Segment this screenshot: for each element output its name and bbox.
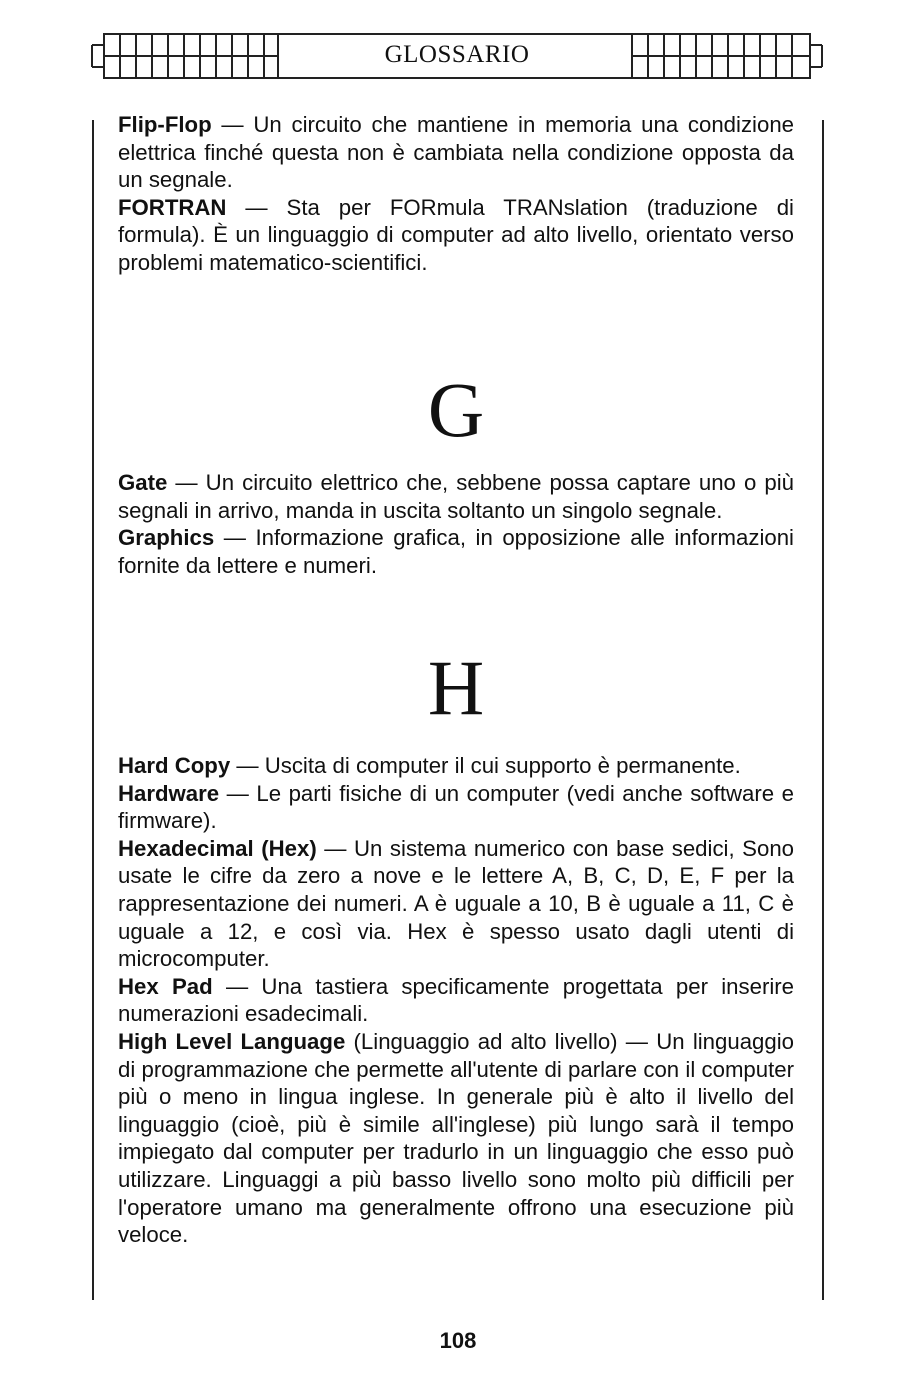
entry-term: FORTRAN: [118, 194, 227, 220]
section-f: [118, 111, 794, 277]
entry-definition: — Un circuito elettrico che, sebbene possa captare uno o più segnali in arrivo, manda in uscita soltanto un singolo segnale.: [118, 470, 794, 523]
page-number: 108: [439, 1328, 477, 1353]
left-margin-rule: [92, 120, 94, 1300]
glossary-entry-hard-copy: [118, 752, 794, 780]
entry-term: Hardware: [118, 780, 220, 806]
page-header: [0, 0, 916, 100]
section-letter-h: H: [427, 644, 485, 731]
right-margin-rule: [822, 120, 824, 1300]
entry-term: Hex Pad: [118, 973, 213, 999]
entry-term: Hexadecimal (Hex): [118, 835, 317, 861]
glossary-entry-hexadecimal: [118, 835, 794, 973]
header-title: GLOSSARIO: [384, 41, 530, 68]
section-h: [118, 752, 794, 1249]
section-letter-g: G: [427, 366, 485, 453]
entry-definition: — Uscita di computer il cui supporto è permanente.: [230, 753, 741, 778]
entry-definition: — Le parti fisiche di un computer (vedi anche software e firmware).: [118, 780, 794, 834]
glossary-entry-high-level-language: [118, 1028, 794, 1249]
glossary-entry-hardware: [118, 780, 794, 835]
entry-definition: — Una tastiera specificamente progettata per inserire numerazioni esadecimali.: [118, 973, 794, 1027]
glossary-entry-flip-flop: [118, 111, 794, 194]
entry-definition: (Linguaggio ad alto livello) — Un linguaggio di programmazione che permette all'utente di parlare con il computer più o meno in lingua inglese. In generale più è alto il livello del linguaggio (cioè, più è simile all'inglese) più lungo sarà il tempo impiegato dal computer per tradurlo in un linguaggio che esso può utilizzare. Linguaggi a più basso livello sono molto più difficili per l'operatore umano ma generalmente offrono una esecuzione più veloce.: [118, 1028, 794, 1248]
entry-term: Gate: [118, 470, 168, 495]
glossary-entry-fortran: [118, 194, 794, 277]
entry-definition: — Sta per FORmula TRANslation (traduzione di formula). È un linguaggio di computer ad alto livello, orientato verso problemi matematico-scientifici.: [118, 194, 794, 275]
entry-term: Graphics: [118, 525, 215, 551]
section-g: [118, 469, 794, 579]
entry-definition: — Un circuito che mantiene in memoria una condizione elettrica finché questa non è cambiata nella condizione opposta da un segnale.: [118, 112, 794, 193]
entry-definition: — Un sistema numerico con base sedici, Sono usate le cifre da zero a nove e le lettere A, B, C, D, E, F per la rappresentazione dei numeri. A è uguale a 10, B è uguale a 11, C è uguale a 12, e così via. Hex è spesso usato dagli utenti di microcomputer.: [118, 835, 794, 972]
entry-term: High Level Language: [118, 1028, 346, 1054]
entry-definition: — Informazione grafica, in opposizione alle informazioni fornite da lettere e numeri.: [118, 525, 794, 578]
entry-term: Flip-Flop: [118, 112, 212, 137]
glossary-entry-gate: [118, 469, 794, 524]
glossary-entry-graphics: [118, 524, 794, 579]
glossary-entry-hex-pad: [118, 973, 794, 1028]
entry-term: Hard Copy: [118, 753, 231, 778]
